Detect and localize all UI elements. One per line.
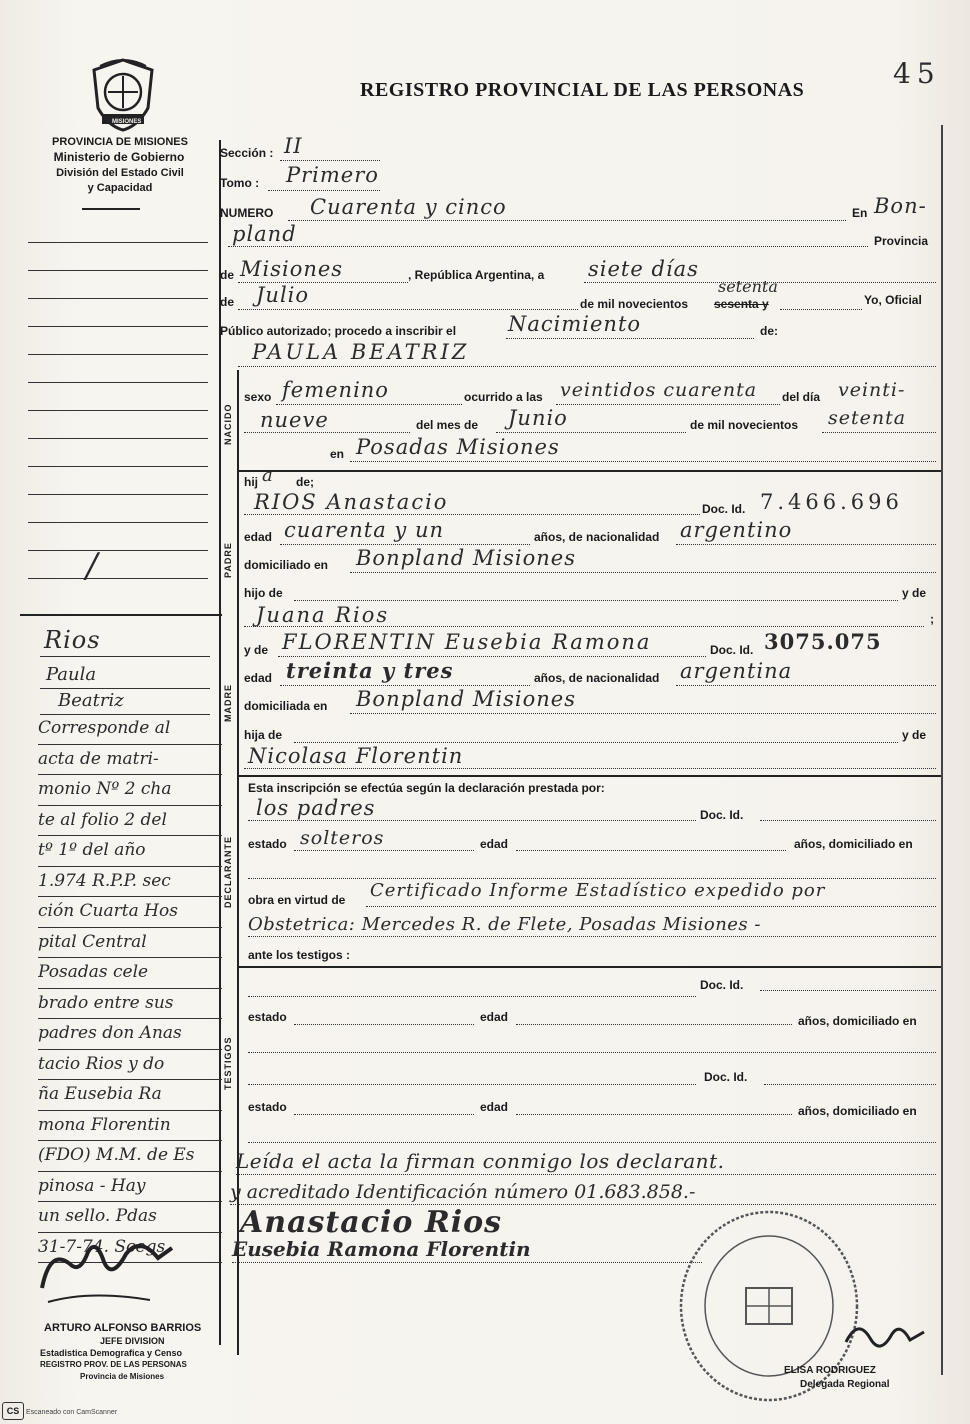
tomo-value: Primero — [286, 163, 379, 187]
cierre-line-1: Leída el acta la firman conmigo los declarant. — [236, 1149, 725, 1173]
obra-label: obra en virtud de — [248, 893, 346, 907]
hora-line — [556, 404, 780, 405]
margin-rule-6 — [28, 382, 208, 383]
margin-rule-8 — [28, 438, 208, 439]
padre-dom-line — [350, 572, 936, 573]
margin-note-line: un sello. Pdas — [38, 1202, 222, 1233]
testigo2-doc-line — [764, 1084, 936, 1085]
margin-rule-10 — [28, 494, 208, 495]
testigo1-doc-label: Doc. Id. — [700, 978, 744, 992]
margin-note-line: 1.974 R.P.P. sec — [38, 867, 222, 898]
madre-edad-label: edad — [244, 671, 273, 685]
declarante-line — [248, 820, 696, 821]
margin-rule-7 — [28, 410, 208, 411]
madre-doc-label: Doc. Id. — [710, 643, 754, 657]
de-mil-label: de mil novecientos — [580, 297, 689, 311]
dia-continued: nueve — [260, 408, 329, 432]
padre-nombre-line — [244, 514, 700, 515]
testigo2-estado-label: estado — [248, 1100, 287, 1114]
hij-suffix: a — [262, 465, 273, 486]
margin-rule-2 — [28, 270, 208, 271]
lugar-value: Posadas Misiones — [356, 435, 560, 459]
margin-note-line: pinosa - Hay — [38, 1172, 222, 1203]
margin-note-line: te al folio 2 del — [38, 806, 222, 837]
mes-nac-value: Junio — [508, 406, 568, 430]
margin-note-line: brado entre sus — [38, 989, 222, 1020]
de-label-2: de — [220, 295, 235, 309]
margin-note-line: tº 1º del año — [38, 836, 222, 867]
nacido-section-label: NACIDO — [223, 403, 233, 445]
madre-y-de-label-2: y de — [902, 728, 927, 742]
declarante-estado-line — [294, 850, 474, 851]
margin-note-line: monio Nº 2 cha — [38, 775, 222, 806]
mes-value: Julio — [256, 283, 310, 307]
cierre-line-1-rule — [236, 1174, 936, 1175]
inner-divider — [237, 370, 239, 1355]
madre-bottom-rule — [237, 775, 941, 777]
official-registry: REGISTRO PROV. DE LAS PERSONAS — [40, 1360, 187, 1369]
padre-nac-value: argentino — [680, 518, 793, 542]
fecha-dia-value: siete días — [588, 257, 699, 281]
province-header: PROVINCIA DE MISIONES — [52, 136, 188, 148]
provincia-line — [228, 246, 868, 247]
numero-value: Cuarenta y cinco — [310, 195, 507, 219]
testigo2-name-line — [248, 1084, 696, 1085]
en-label: En — [852, 206, 868, 220]
margin-note-line: Posadas cele — [38, 958, 222, 989]
right-official-role: Delegada Regional — [800, 1379, 890, 1390]
margin-annotation — [38, 714, 222, 1263]
testigo1-estado-label: estado — [248, 1010, 287, 1024]
anio-line — [780, 309, 862, 310]
padre-hijo-label: hijo de — [244, 586, 283, 600]
padre-section-label: PADRE — [223, 542, 233, 578]
margin-note-line: Corresponde al — [38, 714, 222, 745]
padre-anios-label: años, de nacionalidad — [534, 530, 660, 544]
madre-section-label: MADRE — [223, 684, 233, 722]
acto-value: Nacimiento — [508, 312, 642, 336]
capacity-header: y Capacidad — [87, 182, 153, 194]
yo-oficial-label: Yo, Oficial — [864, 293, 922, 307]
declarante-doc-label: Doc. Id. — [700, 808, 744, 822]
margin-note-line: (FDO) M.M. de Es — [38, 1141, 222, 1172]
ministry-header: Ministerio de Gobierno — [53, 150, 185, 164]
tomo-label: Tomo : — [220, 176, 260, 190]
declarante-bottom-rule — [237, 966, 941, 968]
sesenta-y-label: sesenta y — [714, 297, 769, 311]
del-mes-label: del mes de — [416, 418, 479, 432]
obra-line — [366, 906, 936, 907]
numero-line — [288, 220, 846, 221]
padre-semicolon: ; — [930, 612, 934, 626]
madre-hija-value: Nicolasa Florentin — [248, 744, 464, 768]
firma-padre: Anastacio Rios — [240, 1205, 503, 1240]
testigo2-edad-line — [516, 1114, 792, 1115]
official-dept: Estadistica Demografica y Censo — [40, 1348, 183, 1358]
declarante-dom-line — [248, 878, 936, 879]
publico-label: Público autorizado; procedo a inscribir el — [220, 324, 457, 338]
margin-rule-1 — [28, 242, 208, 243]
official-name: ARTURO ALFONSO BARRIOS — [44, 1322, 202, 1334]
page-number: 45 — [893, 57, 941, 90]
madre-dom-label: domiciliada en — [244, 699, 328, 713]
declarante-edad-line — [516, 850, 786, 851]
margin-rule-13 — [28, 578, 208, 579]
official-role: JEFE DIVISION — [100, 1336, 165, 1346]
dia-value: veinti- — [838, 379, 906, 401]
madre-nombre-value: FLORENTIN Eusebia Ramona — [282, 630, 652, 654]
de-mil-label-2: de mil novecientos — [690, 418, 799, 432]
declarante-estado-label: estado — [248, 837, 287, 851]
margin-rule-3 — [28, 298, 208, 299]
cierre-line-2: y acreditado Identificación número 01.683.858.- — [230, 1181, 696, 1203]
division-header: División del Estado Civil — [56, 167, 184, 179]
declarante-value: los padres — [256, 796, 376, 820]
sexo-label: sexo — [244, 390, 272, 404]
testigo1-anios-label: años, domiciliado en — [798, 1014, 917, 1028]
margin-note-line: padres don Anas — [38, 1019, 222, 1050]
madre-dom-line — [350, 713, 936, 714]
madre-hija-line — [294, 742, 898, 743]
page-title: REGISTRO PROVINCIAL DE LAS PERSONAS — [360, 79, 805, 101]
testigo2-estado-line — [294, 1114, 474, 1115]
ante-label: ante los testigos : — [248, 948, 351, 962]
margin-rule-5 — [28, 354, 208, 355]
de-colon-label: de: — [760, 324, 778, 338]
margin-separator — [20, 614, 222, 616]
republica-label: , República Argentina, a — [408, 268, 545, 282]
obra-value: Certificado Informe Estadístico expedido por — [370, 880, 826, 901]
nombre-value: PAULA BEATRIZ — [252, 340, 470, 364]
testigo2-doc-label: Doc. Id. — [704, 1070, 748, 1084]
margin-slash: / — [86, 546, 99, 586]
padre-nombre-value: RIOS Anastacio — [254, 490, 449, 514]
hij-label: hij — [244, 475, 258, 489]
obra-continued: Obstetrica: Mercedes R. de Flete, Posadas Misiones - — [248, 914, 761, 935]
padre-madre-line — [244, 626, 924, 627]
mes-nac-line — [496, 432, 686, 433]
margin-rule-9 — [28, 466, 208, 467]
margin-rule-4 — [28, 326, 208, 327]
margin-note-line: ña Eusebia Ra — [38, 1080, 222, 1111]
seccion-label: Sección : — [220, 146, 274, 160]
inscripcion-label: Esta inscripción se efectúa según la declaración prestada por: — [248, 781, 605, 795]
en-continued: pland — [232, 222, 297, 246]
declarante-doc-line — [760, 820, 936, 821]
margin-name-3: Beatriz — [58, 690, 124, 711]
madre-anios-label: años, de nacionalidad — [534, 671, 660, 685]
madre-nombre-line — [278, 656, 706, 657]
testigos-section-label: TESTIGOS — [223, 1036, 233, 1090]
margin-rule-11 — [28, 522, 208, 523]
obra-cont-line — [248, 936, 936, 937]
declarante-section-label: DECLARANTE — [223, 836, 233, 908]
madre-dom-value: Bonpland Misiones — [356, 687, 577, 711]
padre-edad-value: cuarenta y un — [284, 518, 445, 542]
testigo1-name-line — [248, 996, 696, 997]
testigo1-doc-line — [760, 990, 936, 991]
firma-madre: Eusebia Ramona Florentin — [232, 1237, 531, 1261]
firma-madre-line — [232, 1262, 702, 1263]
seal-label: MISIONES — [112, 119, 142, 125]
nombre-line — [238, 366, 936, 367]
right-border — [941, 125, 943, 1375]
madre-doc-value: 3075.075 — [764, 629, 882, 654]
madre-nac-line — [676, 685, 936, 686]
padre-dom-label: domiciliado en — [244, 558, 329, 572]
testigo2-dom-line — [248, 1142, 936, 1143]
lugar-line — [350, 461, 936, 462]
declarante-edad-label: edad — [480, 837, 509, 851]
margin-note-line: ción Cuarta Hos — [38, 897, 222, 928]
official-province: Provincia de Misiones — [80, 1372, 165, 1381]
padre-edad-label: edad — [244, 530, 273, 544]
padre-nac-line — [676, 544, 936, 545]
madre-nac-value: argentina — [680, 659, 793, 683]
testigo2-edad-label: edad — [480, 1100, 509, 1114]
sexo-value: femenino — [282, 378, 389, 402]
numero-label: NUMERO — [220, 206, 274, 220]
margin-name-1: Rios — [44, 626, 101, 654]
seccion-value: II — [284, 134, 303, 158]
margin-note-line: 31-7-74. Scegs — [38, 1233, 222, 1264]
anio-nac-line — [822, 432, 936, 433]
provincia-label: Provincia — [874, 234, 929, 248]
mes-line — [238, 309, 578, 310]
madre-edad-value: treinta y tres — [286, 658, 454, 683]
testigo2-anios-label: años, domiciliado en — [798, 1104, 917, 1118]
camscanner-watermark: Escaneado con CamScanner — [26, 1409, 118, 1416]
madre-abuela-line — [244, 768, 936, 769]
margin-rule-12 — [28, 550, 208, 551]
testigo1-estado-line — [294, 1024, 474, 1025]
madre-edad-line — [280, 685, 530, 686]
margin-note-line: acta de matri- — [38, 745, 222, 776]
seccion-line — [280, 160, 380, 161]
margin-note-line: mona Florentin — [38, 1111, 222, 1142]
declarante-estado-value: solteros — [300, 827, 385, 849]
en-value: Bon- — [874, 194, 927, 218]
padre-doc-label: Doc. Id. — [702, 502, 746, 516]
left-signature-icon — [30, 1228, 180, 1318]
official-stamp-icon — [676, 1206, 862, 1406]
de-semicolon-label: de; — [296, 475, 314, 489]
de-label-1: de — [220, 268, 235, 282]
acto-line — [506, 338, 754, 339]
padre-y-de-label: y de — [902, 586, 927, 600]
padre-hijo-line — [294, 600, 898, 601]
testigo1-dom-line — [248, 1052, 936, 1053]
ocurrido-label: ocurrido a las — [464, 390, 543, 404]
padre-dom-value: Bonpland Misiones — [356, 546, 577, 570]
margin-note-line: tacio Rios y do — [38, 1050, 222, 1081]
padre-doc-value: 7.466.696 — [760, 490, 903, 514]
madre-y-de-label: y de — [244, 643, 269, 657]
anio-nac-value: setenta — [828, 407, 907, 429]
margin-note-line: pital Central — [38, 928, 222, 959]
del-dia-label: del día — [782, 390, 821, 404]
signature-scribble-icon — [840, 1312, 930, 1362]
tomo-line — [268, 190, 380, 191]
header-underline — [82, 208, 140, 210]
anio-correccion: setenta — [718, 277, 778, 296]
right-official-name: ELISA RODRIGUEZ — [784, 1365, 876, 1376]
padre-madre-value: Juana Rios — [256, 603, 390, 627]
testigo1-edad-label: edad — [480, 1010, 509, 1024]
hora-value: veintidos cuarenta — [560, 379, 758, 401]
testigo1-edad-line — [516, 1024, 792, 1025]
declarante-anios-label: años, domiciliado en — [794, 837, 913, 851]
sexo-line — [276, 404, 462, 405]
margin-name-rule-1 — [40, 656, 210, 657]
margin-name-2: Paula — [46, 664, 97, 685]
margin-name-rule-2 — [40, 688, 210, 689]
dia-cont-line — [244, 432, 410, 433]
en-label-2: en — [330, 447, 345, 461]
nacido-bottom-rule — [237, 470, 941, 472]
madre-hija-label: hija de — [244, 728, 283, 742]
camscanner-logo-icon: CS — [2, 1402, 24, 1420]
padre-edad-line — [280, 544, 530, 545]
provincia-value: Misiones — [240, 257, 344, 281]
